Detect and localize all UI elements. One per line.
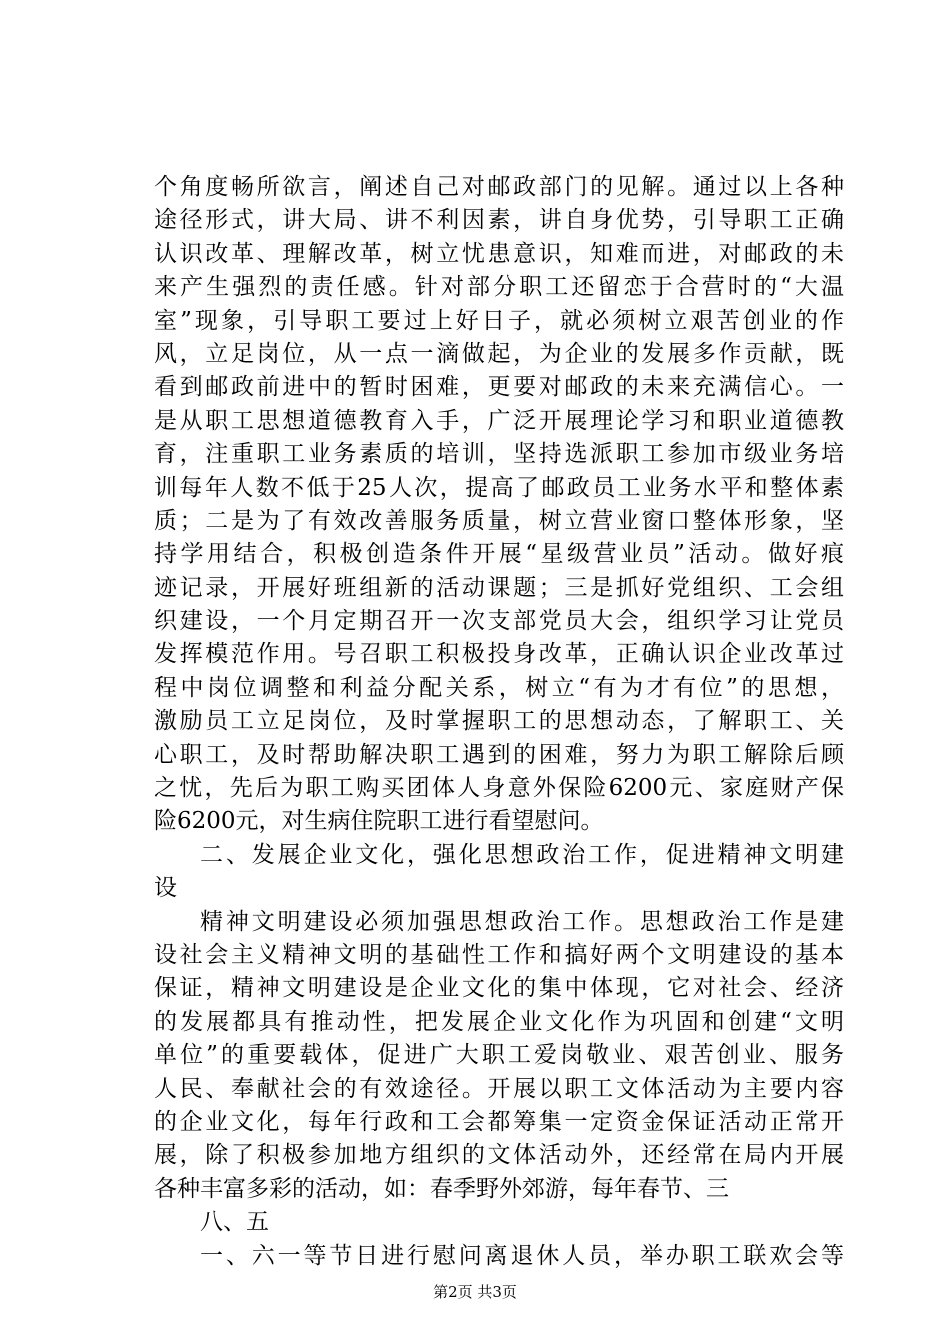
text-line: 展，除了积极参加地方组织的文体活动外，还经常在局内开展 xyxy=(154,1142,844,1169)
text-line: 迹记录，开展好班组新的活动课题；三是抓好党组织、工会组 xyxy=(154,574,844,601)
text-line: 是从职工思想道德教育入手，广泛开展理论学习和职业道德教 xyxy=(154,407,844,434)
text-line: 保证，精神文明建设是企业文化的集中体现，它对社会、经济 xyxy=(154,975,844,1002)
section-heading-continued: 设 xyxy=(154,875,177,902)
text-line: 途径形式，讲大局、讲不利因素，讲自身优势，引导职工正确 xyxy=(154,207,844,234)
text-line: 风，立足岗位，从一点一滴做起，为企业的发展多作贡献，既 xyxy=(154,340,844,367)
text-line: 激励员工立足岗位，及时掌握职工的思想动态，了解职工、关 xyxy=(154,708,844,735)
text-line: 育，注重职工业务素质的培训，坚持选派职工参加市级业务培 xyxy=(154,441,844,468)
text-line: 织建设，一个月定期召开一次支部党员大会，组织学习让党员 xyxy=(154,608,844,635)
text-line: 持学用结合，积极创造条件开展“星级营业员”活动。做好痕 xyxy=(154,541,844,568)
text-line: 看到邮政前进中的暂时困难，更要对邮政的未来充满信心。一 xyxy=(154,374,844,401)
text-line: 单位”的重要载体，促进广大职工爱岗敬业、艰苦创业、服务 xyxy=(154,1042,844,1069)
text-line: 一、六一等节日进行慰问离退休人员，举办职工联欢会等 xyxy=(200,1242,844,1269)
text-line: 个角度畅所欲言，阐述自己对邮政部门的见解。通过以上各种 xyxy=(154,174,844,200)
text-line: 来产生强烈的责任感。针对部分职工还留恋于合营时的“大温 xyxy=(154,274,844,301)
text-line: 程中岗位调整和利益分配关系，树立“有为才有位”的思想， xyxy=(154,674,844,701)
section-heading: 二、发展企业文化，强化思想政治工作，促进精神文明建 xyxy=(200,841,844,868)
text-line: 精神文明建设必须加强思想政治工作。思想政治工作是建 xyxy=(200,908,844,935)
text-line: 八、五 xyxy=(200,1209,269,1236)
text-line: 险6200元，对生病住院职工进行看望慰问。 xyxy=(154,808,604,835)
page-number-footer: 第2页 共3页 xyxy=(433,1283,517,1301)
text-line: 质；二是为了有效改善服务质量，树立营业窗口整体形象，坚 xyxy=(154,507,844,534)
text-line: 认识改革、理解改革，树立忧患意识，知难而进，对邮政的未 xyxy=(154,240,844,267)
text-line: 的企业文化，每年行政和工会都筹集一定资金保证活动正常开 xyxy=(154,1108,844,1135)
text-line: 室”现象，引导职工要过上好日子，就必须树立艰苦创业的作 xyxy=(154,307,844,334)
text-line: 设社会主义精神文明的基础性工作和搞好两个文明建设的基本 xyxy=(154,941,844,968)
document-body xyxy=(154,171,844,1273)
text-line: 训每年人数不低于25人次，提高了邮政员工业务水平和整体素 xyxy=(154,474,844,501)
text-line: 的发展都具有推动性，把发展企业文化作为巩固和创建“文明 xyxy=(154,1008,844,1035)
text-line: 心职工，及时帮助解决职工遇到的困难，努力为职工解除后顾 xyxy=(154,741,844,768)
text-line: 发挥模范作用。号召职工积极投身改革，正确认识企业改革过 xyxy=(154,641,844,668)
text-line: 各种丰富多彩的活动，如：春季野外郊游，每年春节、三 xyxy=(154,1175,729,1202)
text-line: 人民、奉献社会的有效途径。开展以职工文体活动为主要内容 xyxy=(154,1075,844,1102)
text-line: 之忧，先后为职工购买团体人身意外保险6200元、家庭财产保 xyxy=(154,775,844,802)
